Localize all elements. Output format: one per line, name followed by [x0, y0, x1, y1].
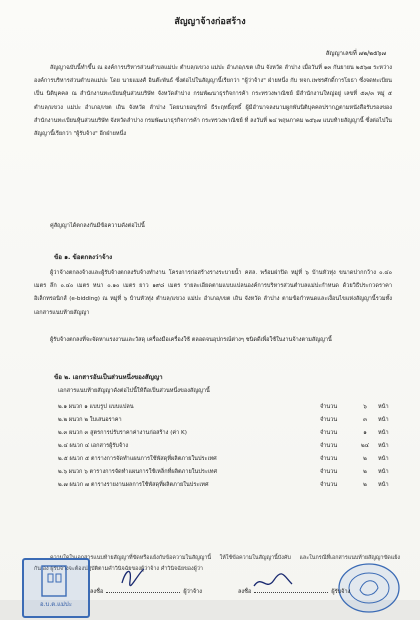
- amount-word: จำนวน: [320, 469, 338, 475]
- list-item: [58, 414, 400, 427]
- agreement-line: คู่สัญญาได้ตกลงกันมีข้อความดังต่อไปนี้: [50, 223, 145, 229]
- amount-word: จำนวน: [320, 456, 338, 462]
- signer-role: ผู้รับจ้าง: [331, 589, 351, 595]
- signature-line: [106, 592, 180, 593]
- page-count: ๒: [363, 482, 367, 488]
- page-unit: หน้า: [378, 430, 389, 436]
- list-item: [58, 479, 400, 492]
- amount-word: จำนวน: [320, 430, 338, 436]
- attachment-label: ๒.๕ ผนวก ๕ ตารางการจัดทำแผนการใช้พัสดุที่ผลิตภายในประเทศ: [58, 456, 217, 462]
- signature-line: [254, 592, 328, 593]
- page-unit: หน้า: [378, 417, 389, 423]
- list-item: [58, 466, 400, 479]
- clause-1-paragraph-2: ผู้รับจ้างตกลงที่จะจัดหาแรงงานและวัสดุ เครื่องมือเครื่องใช้ ตลอดจนอุปกรณ์ต่างๆ ชนิดดีเพื่อใช้ในงานจ้างตามสัญญานี้: [50, 337, 332, 343]
- list-item: [58, 453, 400, 466]
- sign-prefix: ลงชื่อ: [238, 589, 252, 595]
- clause-1-paragraph-1: ผู้ว่าจ้างตกลงจ้างและผู้รับจ้างตกลงรับจ้างทำงาน โครงการก่อสร้างรางระบายน้ำ คสล. พร้อมฝาปิด หมู่ที่ ๖ บ้านหัวทุ่ง ขนาดปากกว้าง ๐.๔๐ เมตร ลึก ๐.๔๐ เมตร หนา ๐.๑๐ เมตร ยาว ๑๙๘ เมตร รายละเอียดตามแบบแปลนองค์การบริหารส่วนตำบลแม่ปะกำหนด ด้วยวิธีประกวดราคาอิเล็กทรอนิกส์ (e-bidding) ณ หมู่ที่ ๖ บ้านหัวทุ่ง ตำบล/แขวง แม่ปะ อำเภอ/เขต เถิน จังหวัด ลำปาง ตามข้อกำหนดและเงื่อนไขแห่งสัญญานี้รวมทั้งเอกสารแนบท้ายสัญญา: [34, 270, 392, 316]
- clause-2-intro: เอกสารแนบท้ายสัญญาดังต่อไปนี้ให้ถือเป็นส่วนหนึ่งของสัญญานี้: [58, 388, 210, 394]
- attachment-label: ๒.๗ ผนวก ๗ ตารางรายงานผลการใช้พัสดุที่ผลิตภายในประเทศ: [58, 482, 209, 488]
- page-unit: หน้า: [378, 404, 389, 410]
- building-seal-icon: [24, 560, 88, 616]
- svg-text:อ.บ.ต.แม่ปะ: อ.บ.ต.แม่ปะ: [40, 601, 72, 608]
- page-count: ๖: [363, 404, 367, 410]
- clause-1-heading: ข้อ ๑. ข้อตกลงว่าจ้าง: [54, 254, 113, 261]
- sign-prefix: ลงชื่อ: [90, 589, 104, 595]
- page-unit: หน้า: [378, 456, 389, 462]
- handwritten-signature-left: [118, 563, 148, 587]
- page-unit: หน้า: [378, 482, 389, 488]
- attachment-label: ๒.๑ ผนวก ๑ แบบรูป แบบแปลน: [58, 404, 134, 410]
- page-count: ๒: [363, 456, 367, 462]
- page-count: ๑: [363, 430, 367, 436]
- signer-role: ผู้ว่าจ้าง: [183, 589, 203, 595]
- list-item: [58, 401, 400, 414]
- amount-word: จำนวน: [320, 417, 338, 423]
- page-unit: หน้า: [378, 443, 389, 449]
- amount-word: จำนวน: [320, 482, 338, 488]
- official-stamp-left: [22, 558, 90, 618]
- amount-word: จำนวน: [320, 404, 338, 410]
- attachment-label: ๒.๔ ผนวก ๔ เอกสารผู้รับจ้าง: [58, 443, 129, 449]
- list-item: [58, 440, 400, 453]
- intro-paragraph: สัญญาฉบับนี้ทำขึ้น ณ องค์การบริหารส่วนตำบลแม่ปะ ตำบล/แขวง แม่ปะ อำเภอ/เขต เถิน จังหวัด ลำปาง เมื่อวันที่ ๑๓ กันยายน ๒๕๖๗ ระหว่าง องค์การบริหารส่วนตำบลแม่ปะ โดย นายแมงศ์ อินต๊ะพันธ์ ซึ่งต่อไปในสัญญานี้เรียกว่า "ผู้ว่าจ้าง" ฝ่ายหนึ่ง กับ หจก.เพชรศักดิ์การโยธา ซึ่งจดทะเบียนเป็น นิติบุคคล ณ สำนักงานทะเบียนหุ้นส่วนบริษัท จังหวัดลำปาง กรมพัฒนาธุรกิจการค้า กระทรวงพาณิชย์ มีสำนักงานใหญ่อยู่ เลขที่ ๕๓/๓ หมู่ ๕ ตำบล/แขวง แม่ปะ อำเภอ/เขต เถิน จังหวัด ลำปาง โดยนายอนุรักษ์ ธีระฤทธิ์ฤทธิ์ ผู้มีอำนาจลงนามผูกพันนิติบุคคลปรากฏตามหนังสือรับรองของ สำนักงานทะเบียนหุ้นส่วนบริษัท จังหวัดลำปาง กรมพัฒนาธุรกิจการค้า กระทรวงพาณิชย์ ที่ ลงวันที่ ๒๔ พฤษภาคม ๒๕๖๗ แนบท้ายสัญญานี้ ซึ่งต่อไปในสัญญานี้เรียกว่า "ผู้รับจ้าง" อีกฝ่ายหนึ่ง: [34, 65, 392, 138]
- contract-number: สัญญาเลขที่ ๗๒/๒๕๖๗: [325, 50, 386, 57]
- page-unit: หน้า: [378, 469, 389, 475]
- attachment-label: ๒.๖ ผนวก ๖ ตารางการจัดทำแผนการใช้เหล็กที่ผลิตภายในประเทศ: [58, 469, 218, 475]
- document-title: สัญญาจ้างก่อสร้าง: [174, 17, 246, 27]
- list-item: [58, 427, 400, 440]
- page-count: ๒๔: [361, 443, 369, 449]
- page-count: ๓: [363, 417, 367, 423]
- clause-2-heading: ข้อ ๒. เอกสารอันเป็นส่วนหนึ่งของสัญญา: [54, 374, 163, 381]
- amount-word: จำนวน: [320, 443, 338, 449]
- attachment-label: ๒.๒ ผนวก ๒ ใบเสนอราคา: [58, 417, 122, 423]
- attachment-label: ๒.๓ ผนวก ๓ สูตรการปรับราคาค่างานก่อสร้าง (ค่า K): [58, 430, 187, 436]
- signature-block-left: [90, 588, 202, 596]
- signature-block-right: [238, 588, 350, 596]
- attachments-list: [58, 401, 400, 492]
- bottom-note: ความใดในเอกสารแนบท้ายสัญญาที่ขัดหรือแย้งกับข้อความในสัญญานี้ ให้ใช้ข้อความในสัญญานี้บังคับ และในกรณีที่เอกสารแนบท้ายสัญญาขัดแย้งกันเอง ผู้รับจ้างจะต้องปฏิบัติตามคำวินิจฉัยของผู้ว่าจ้าง คำวินิจฉัยของผู้ว่า: [34, 555, 400, 572]
- page-count: ๒: [363, 469, 367, 475]
